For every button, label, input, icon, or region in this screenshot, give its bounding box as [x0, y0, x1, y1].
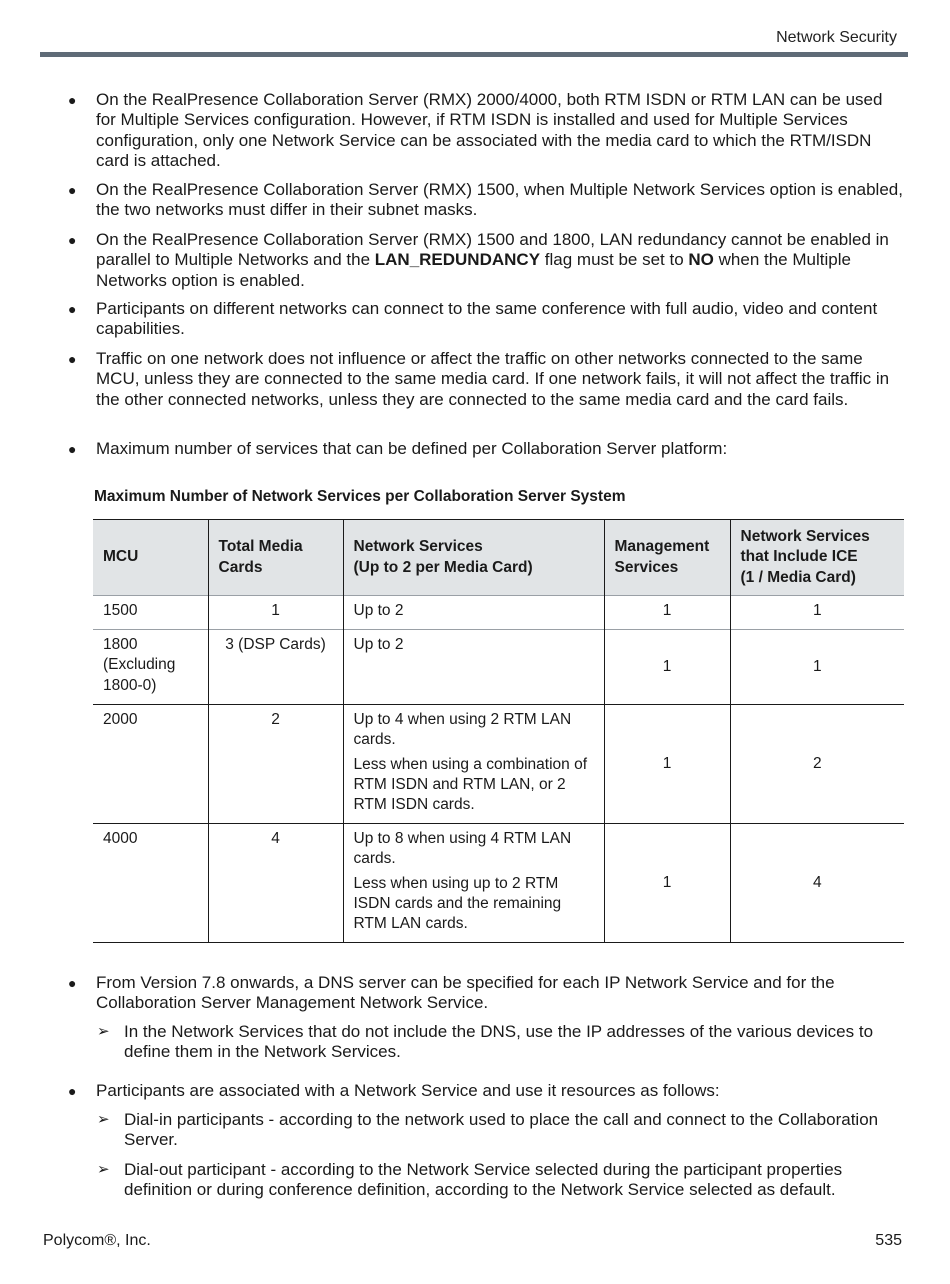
bullet-participants-association: [68, 1081, 904, 1101]
bullet-text: On the RealPresence Collaboration Server (RMX) 2000/4000, both RTM ISDN or RTM LAN can be used for Multiple Services configuration. However, if RTM ISDN is installed and used for Multiple Services configuration, only one Network Service can be associated with the media card to which the RTM/ISDN card is attached.: [96, 90, 883, 170]
bullet-dot: ●: [68, 182, 77, 198]
bullet-traffic: [68, 349, 904, 410]
header-ice-services: Network Services that Include ICE (1 / Media Card): [730, 520, 904, 596]
cell-mgmt: 1: [604, 705, 730, 824]
bullet-text: Participants on different networks can connect to the same conference with full audio, video and content capabilities.: [96, 299, 878, 339]
cell-cards: 4: [208, 824, 343, 943]
cell-mgmt: 1: [604, 824, 730, 943]
table-header-row: [93, 520, 904, 596]
cell-ice: 4: [730, 824, 904, 943]
cell-mcu: 4000: [93, 824, 208, 943]
cell-cards: 3 (DSP Cards): [208, 630, 343, 705]
header-rule: [40, 52, 908, 57]
bullet-text: From Version 7.8 onwards, a DNS server can be specified for each IP Network Service and for the Collaboration Server Management Network Service.: [96, 973, 835, 1013]
arrow-bullet-icon: ➢: [97, 1111, 110, 1128]
arrow-bullet-icon: ➢: [97, 1023, 110, 1040]
table-row: [93, 824, 904, 943]
table-row: [93, 596, 904, 630]
cell-mcu: 1500: [93, 596, 208, 630]
bullet-text: Participants are associated with a Network Service and use it resources as follows:: [96, 1081, 720, 1100]
sub-bullet-text: Dial-out participant - according to the Network Service selected during the participant properties definition or during conference definition, according to the Network Service selected as default.: [124, 1160, 843, 1200]
sub-bullet-dial-in: [97, 1110, 905, 1151]
sub-bullet-dns-ip: [97, 1022, 905, 1063]
bullet-participants-networks: [68, 299, 904, 340]
bullet-rmx-1500: [68, 180, 904, 221]
bullet-text: On the RealPresence Collaboration Server (RMX) 1500, when Multiple Network Services option is enabled, the two networks must differ in their subnet masks.: [96, 180, 903, 220]
cell-services: Up to 2: [343, 630, 604, 705]
sub-bullet-text: Dial-in participants - according to the network used to place the call and connect to the Collaboration Server.: [124, 1110, 879, 1150]
footer-company: Polycom®, Inc.: [43, 1232, 151, 1249]
bullet-max-services: [68, 439, 904, 459]
bullet-lan-redundancy: [68, 230, 904, 291]
cell-cards: 2: [208, 705, 343, 824]
bullet-dot: ●: [68, 975, 77, 991]
bullet-dot: ●: [68, 301, 77, 317]
cell-mcu: 2000: [93, 705, 208, 824]
cell-services: Up to 2: [343, 596, 604, 630]
cell-cards: 1: [208, 596, 343, 630]
cell-ice: 2: [730, 705, 904, 824]
arrow-bullet-icon: ➢: [97, 1161, 110, 1178]
bullet-dot: ●: [68, 441, 77, 457]
header-mcu: MCU: [93, 520, 208, 596]
bullet-dot: ●: [68, 232, 77, 248]
cell-mgmt: 1: [604, 630, 730, 705]
bullet-rmx-2000-4000: [68, 90, 904, 171]
bullet-text: Traffic on one network does not influence or affect the traffic on other networks connected to the same MCU, unless they are connected to the same media card. If one network fails, it will not affect the traffic in the other connected networks, unless they are connected to the same media card and the card fails.: [96, 349, 890, 409]
cell-ice: 1: [730, 596, 904, 630]
sub-bullet-dial-out: [97, 1160, 905, 1201]
flag-value: NO: [688, 250, 714, 270]
page-number: 535: [875, 1232, 902, 1249]
table-row: [93, 630, 904, 705]
network-services-table: [93, 519, 904, 943]
sub-bullet-text: In the Network Services that do not include the DNS, use the IP addresses of the various devices to define them in the Network Services.: [124, 1022, 874, 1062]
table-caption: Maximum Number of Network Services per Collaboration Server System: [94, 488, 626, 505]
bullet-text: On the RealPresence Collaboration Server (RMX) 1500 and 1800, LAN redundancy cannot be enabled in parallel to Multiple Networks and the LAN_REDUNDANCY flag must be set to NO when the Multiple Networks option is enabled.: [96, 230, 889, 290]
header-management-services: Management Services: [604, 520, 730, 596]
bullet-dns-server: [68, 973, 904, 1014]
bullet-dot: ●: [68, 351, 77, 367]
header-total-media-cards: Total Media Cards: [208, 520, 343, 596]
bullet-text: Maximum number of services that can be defined per Collaboration Server platform:: [96, 439, 728, 458]
flag-name: LAN_REDUNDANCY: [374, 250, 541, 270]
page-header-title: Network Security: [776, 29, 897, 46]
cell-services: Up to 4 when using 2 RTM LAN cards. Less when using a combination of RTM ISDN and RTM LAN, or 2 RTM ISDN cards.: [343, 705, 604, 824]
cell-services: Up to 8 when using 4 RTM LAN cards. Less when using up to 2 RTM ISDN cards and the remaining RTM LAN cards.: [343, 824, 604, 943]
cell-ice: 1: [730, 630, 904, 705]
table-row: [93, 705, 904, 824]
cell-mgmt: 1: [604, 596, 730, 630]
header-network-services: Network Services (Up to 2 per Media Card): [343, 520, 604, 596]
bullet-dot: ●: [68, 92, 77, 108]
bullet-dot: ●: [68, 1083, 77, 1099]
cell-mcu: 1800 (Excluding 1800-0): [93, 630, 208, 705]
